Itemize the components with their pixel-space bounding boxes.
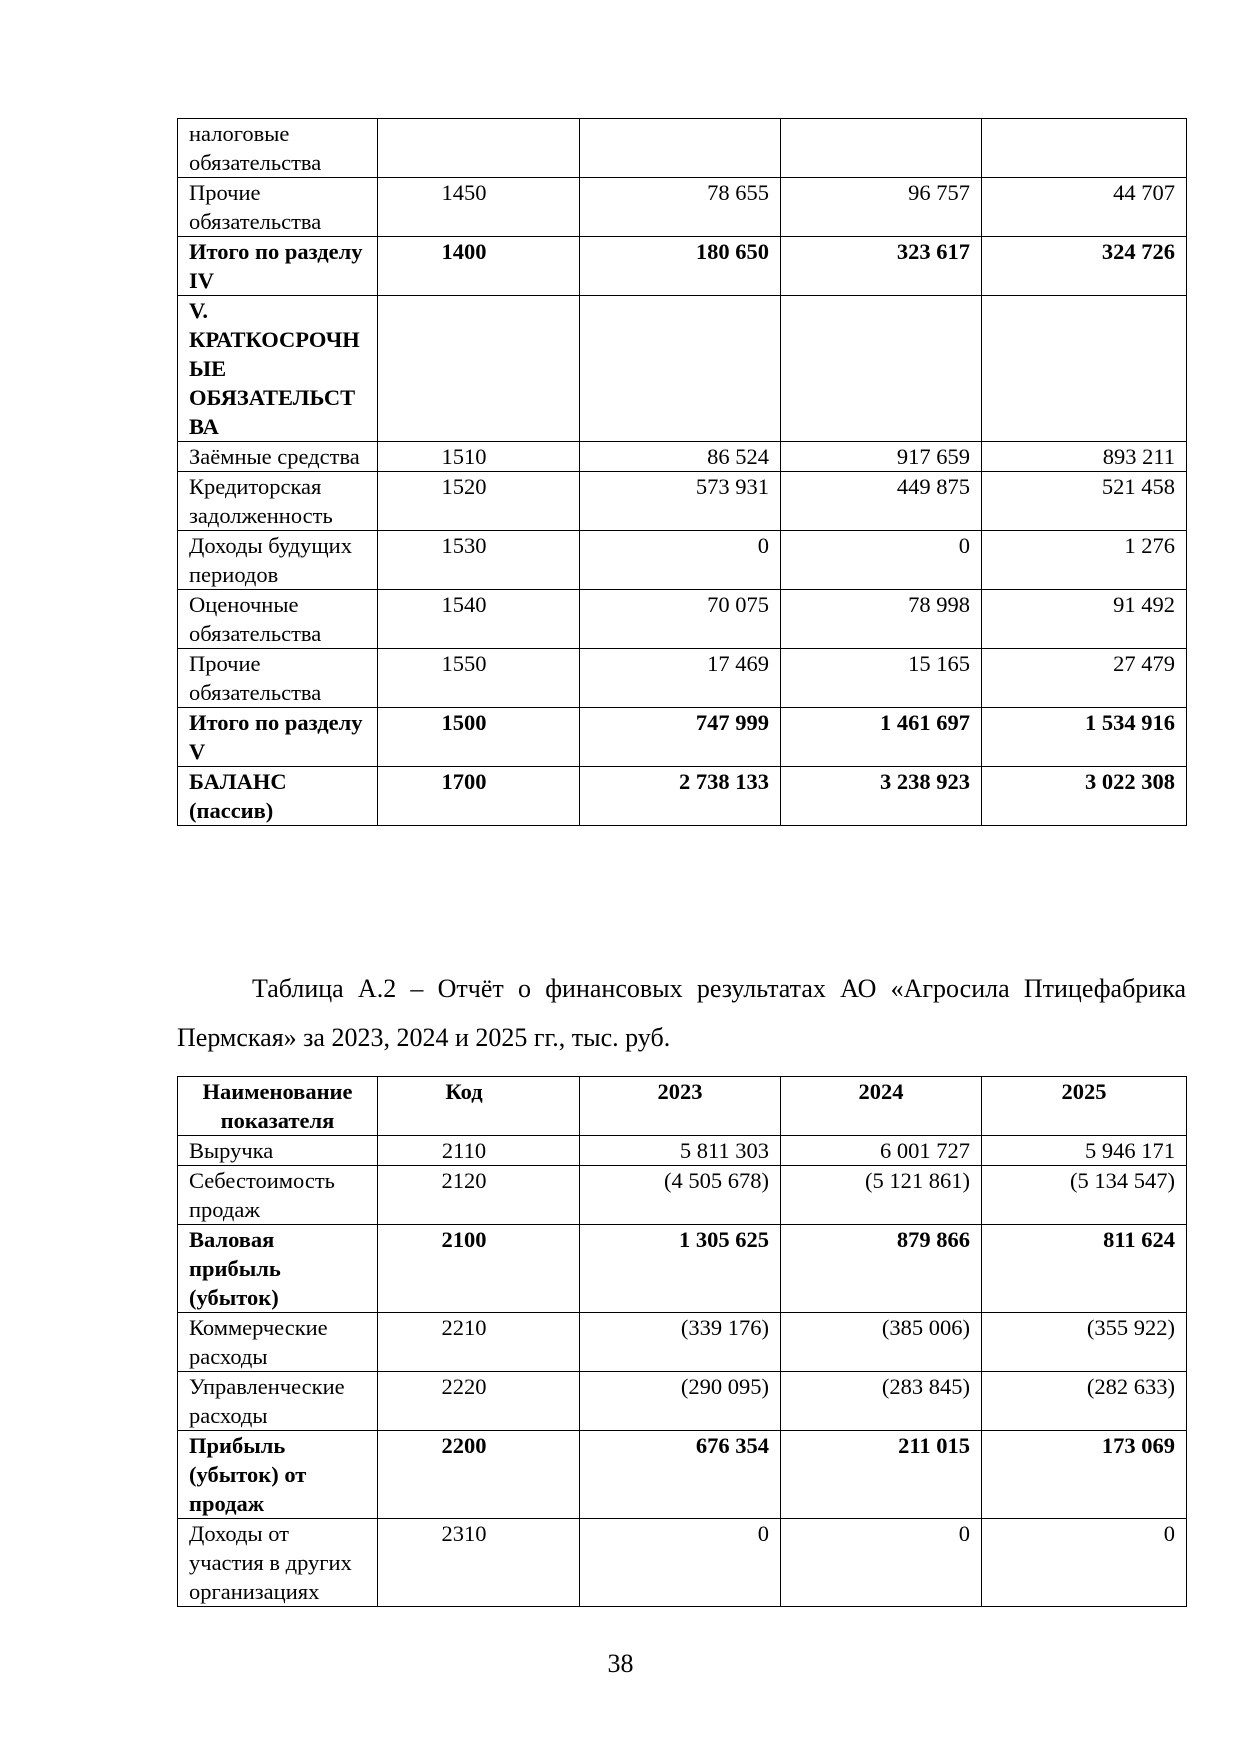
table-row: [178, 590, 1187, 649]
results-table-body: [178, 1136, 1187, 1607]
row-name-cell: Выручка: [178, 1136, 378, 1166]
table-row: [178, 442, 1187, 472]
row-value-2023: 180 650: [580, 237, 781, 296]
table-caption: Таблица А.2 – Отчёт о финансовых результатах АО «Агросила Птицефабрика Пермская» за 2023, 2024 и 2025 гг., тыс. руб.: [177, 974, 1186, 1052]
row-value-2023: 0: [580, 1519, 781, 1607]
row-code-cell: 1400: [378, 237, 580, 296]
row-value-2024: (385 006): [781, 1313, 982, 1372]
row-code-cell: [378, 296, 580, 442]
row-value-2023: 1 305 625: [580, 1225, 781, 1313]
row-value-2024: 3 238 923: [781, 767, 982, 826]
results-table: [177, 1076, 1187, 1607]
row-value-2025: [982, 296, 1187, 442]
balance-table: [177, 118, 1187, 826]
row-value-2025: 893 211: [982, 442, 1187, 472]
table-row: [178, 767, 1187, 826]
row-value-2023: 70 075: [580, 590, 781, 649]
header-name: Наименование показателя: [178, 1077, 378, 1136]
row-value-2024: 0: [781, 531, 982, 590]
row-code-cell: 2310: [378, 1519, 580, 1607]
table-row: [178, 119, 1187, 178]
row-value-2023: 0: [580, 531, 781, 590]
row-value-2023: [580, 119, 781, 178]
row-value-2023: 5 811 303: [580, 1136, 781, 1166]
row-name-cell: V. КРАТКОСРОЧНЫЕ ОБЯЗАТЕЛЬСТВА: [178, 296, 378, 442]
row-value-2024: 449 875: [781, 472, 982, 531]
header-2025: 2025: [982, 1077, 1187, 1136]
row-code-cell: 2220: [378, 1372, 580, 1431]
row-value-2025: 3 022 308: [982, 767, 1187, 826]
row-value-2024: 211 015: [781, 1431, 982, 1519]
table-row: [178, 1431, 1187, 1519]
table-row: [178, 178, 1187, 237]
row-name-cell: Итого по разделу V: [178, 708, 378, 767]
row-code-cell: 1500: [378, 708, 580, 767]
row-code-cell: 1700: [378, 767, 580, 826]
row-value-2024: (5 121 861): [781, 1166, 982, 1225]
row-value-2024: 78 998: [781, 590, 982, 649]
row-code-cell: 1530: [378, 531, 580, 590]
row-value-2024: (283 845): [781, 1372, 982, 1431]
table-row: [178, 472, 1187, 531]
row-code-cell: 1540: [378, 590, 580, 649]
row-value-2023: [580, 296, 781, 442]
row-value-2024: [781, 296, 982, 442]
row-code-cell: 2200: [378, 1431, 580, 1519]
row-name-cell: Доходы от участия в других организациях: [178, 1519, 378, 1607]
row-value-2025: 44 707: [982, 178, 1187, 237]
row-value-2023: (290 095): [580, 1372, 781, 1431]
row-value-2025: (355 922): [982, 1313, 1187, 1372]
row-value-2023: 86 524: [580, 442, 781, 472]
row-code-cell: [378, 119, 580, 178]
page-number: 38: [607, 1649, 634, 1678]
row-code-cell: 1450: [378, 178, 580, 237]
row-code-cell: 2110: [378, 1136, 580, 1166]
row-name-cell: налоговые обязательства: [178, 119, 378, 178]
header-code: Код: [378, 1077, 580, 1136]
row-value-2023: 676 354: [580, 1431, 781, 1519]
row-value-2023: 78 655: [580, 178, 781, 237]
table-row: [178, 1166, 1187, 1225]
row-value-2025: 811 624: [982, 1225, 1187, 1313]
table-row: [178, 1225, 1187, 1313]
row-value-2025: (282 633): [982, 1372, 1187, 1431]
row-code-cell: 2100: [378, 1225, 580, 1313]
row-value-2024: [781, 119, 982, 178]
row-name-cell: Заёмные средства: [178, 442, 378, 472]
header-2023: 2023: [580, 1077, 781, 1136]
row-value-2025: 1 534 916: [982, 708, 1187, 767]
row-name-cell: Управленческие расходы: [178, 1372, 378, 1431]
row-value-2025: 0: [982, 1519, 1187, 1607]
row-name-cell: Оценочные обязательства: [178, 590, 378, 649]
table-row: [178, 1136, 1187, 1166]
row-name-cell: Кредиторская задолженность: [178, 472, 378, 531]
row-code-cell: 1520: [378, 472, 580, 531]
row-value-2023: 747 999: [580, 708, 781, 767]
row-name-cell: Валовая прибыль (убыток): [178, 1225, 378, 1313]
row-name-cell: Коммерческие расходы: [178, 1313, 378, 1372]
row-value-2025: 5 946 171: [982, 1136, 1187, 1166]
row-name-cell: Прочие обязательства: [178, 178, 378, 237]
row-value-2025: 521 458: [982, 472, 1187, 531]
table-row: [178, 1519, 1187, 1607]
table-row: [178, 1372, 1187, 1431]
row-value-2024: 0: [781, 1519, 982, 1607]
row-value-2025: [982, 119, 1187, 178]
row-value-2024: 917 659: [781, 442, 982, 472]
row-value-2025: 324 726: [982, 237, 1187, 296]
row-code-cell: 2120: [378, 1166, 580, 1225]
row-name-cell: Прибыль (убыток) от продаж: [178, 1431, 378, 1519]
table-row: [178, 708, 1187, 767]
row-name-cell: БАЛАНС (пассив): [178, 767, 378, 826]
table-row: [178, 531, 1187, 590]
row-value-2023: (4 505 678): [580, 1166, 781, 1225]
table-row: [178, 296, 1187, 442]
row-value-2023: 17 469: [580, 649, 781, 708]
row-value-2025: 91 492: [982, 590, 1187, 649]
row-value-2025: 27 479: [982, 649, 1187, 708]
table-row: [178, 1313, 1187, 1372]
table-row: [178, 649, 1187, 708]
row-name-cell: Доходы будущих периодов: [178, 531, 378, 590]
row-code-cell: 2210: [378, 1313, 580, 1372]
row-name-cell: Прочие обязательства: [178, 649, 378, 708]
row-value-2025: 1 276: [982, 531, 1187, 590]
row-code-cell: 1510: [378, 442, 580, 472]
row-value-2023: (339 176): [580, 1313, 781, 1372]
row-name-cell: Себестоимость продаж: [178, 1166, 378, 1225]
row-value-2024: 879 866: [781, 1225, 982, 1313]
row-value-2024: 15 165: [781, 649, 982, 708]
row-value-2025: 173 069: [982, 1431, 1187, 1519]
row-value-2024: 1 461 697: [781, 708, 982, 767]
header-row: [178, 1077, 1187, 1136]
header-2024: 2024: [781, 1077, 982, 1136]
table-row: [178, 237, 1187, 296]
row-value-2023: 2 738 133: [580, 767, 781, 826]
row-value-2024: 96 757: [781, 178, 982, 237]
row-code-cell: 1550: [378, 649, 580, 708]
row-value-2023: 573 931: [580, 472, 781, 531]
row-name-cell: Итого по разделу IV: [178, 237, 378, 296]
balance-table-body: [178, 119, 1187, 826]
row-value-2024: 323 617: [781, 237, 982, 296]
row-value-2025: (5 134 547): [982, 1166, 1187, 1225]
row-value-2024: 6 001 727: [781, 1136, 982, 1166]
results-table-header: [178, 1077, 1187, 1136]
